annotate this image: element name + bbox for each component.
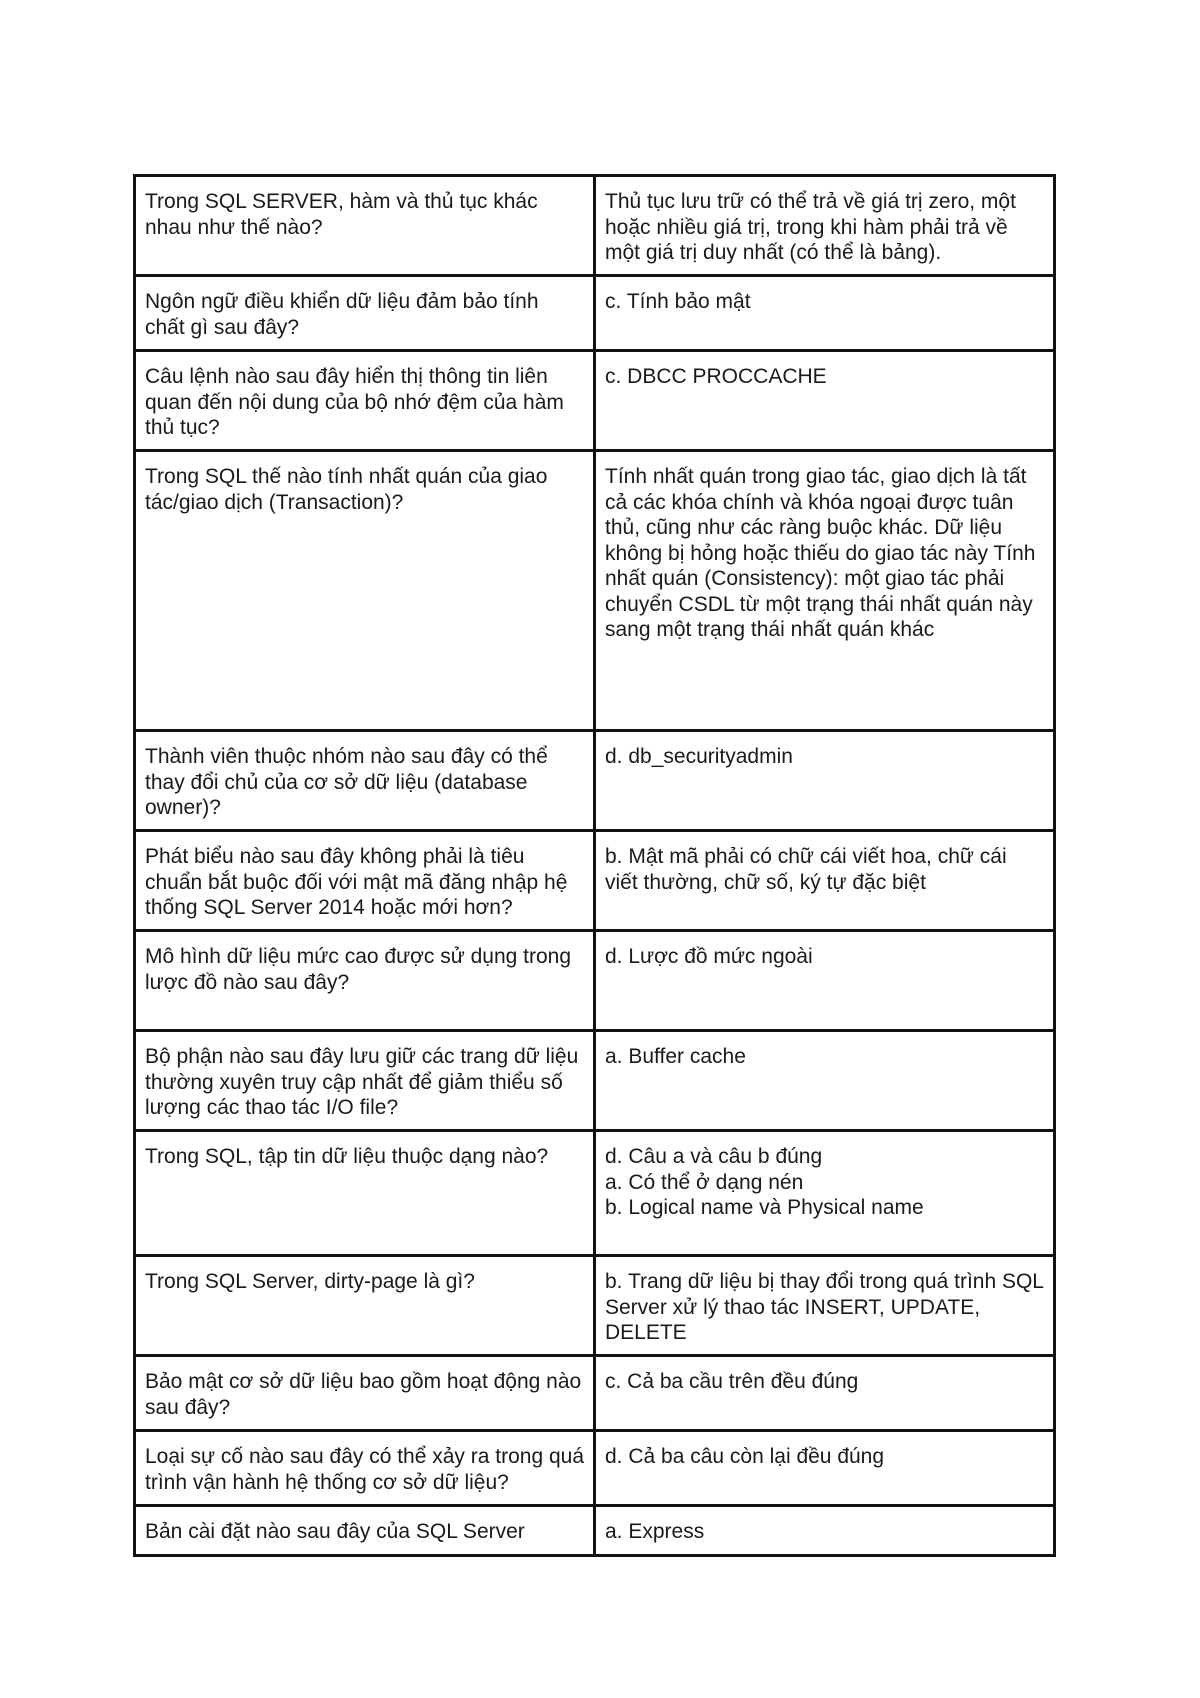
answer-cell: a. Buffer cache — [595, 1031, 1055, 1131]
question-cell: Mô hình dữ liệu mức cao được sử dụng trong lược đồ nào sau đây? — [135, 931, 595, 1031]
answer-cell: d. Cả ba câu còn lại đều đúng — [595, 1431, 1055, 1506]
answer-cell: a. Express — [595, 1506, 1055, 1556]
question-cell: Bộ phận nào sau đây lưu giữ các trang dữ liệu thường xuyên truy cập nhất để giảm thiểu số lượng các thao tác I/O file? — [135, 1031, 595, 1131]
answer-cell: b. Trang dữ liệu bị thay đổi trong quá trình SQL Server xử lý thao tác INSERT, UPDATE, DELETE — [595, 1256, 1055, 1356]
question-cell: Trong SQL Server, dirty-page là gì? — [135, 1256, 595, 1356]
question-cell: Trong SQL, tập tin dữ liệu thuộc dạng nào? — [135, 1131, 595, 1256]
answer-cell: d. Lược đồ mức ngoài — [595, 931, 1055, 1031]
answer-cell: d. db_securityadmin — [595, 731, 1055, 831]
question-cell: Phát biểu nào sau đây không phải là tiêu chuẩn bắt buộc đối với mật mã đăng nhập hệ thống SQL Server 2014 hoặc mới hơn? — [135, 831, 595, 931]
question-cell: Bản cài đặt nào sau đây của SQL Server — [135, 1506, 595, 1556]
table-row — [135, 1031, 1055, 1131]
table-row — [135, 831, 1055, 931]
question-cell: Bảo mật cơ sở dữ liệu bao gồm hoạt động nào sau đây? — [135, 1356, 595, 1431]
table-row — [135, 451, 1055, 731]
table-row — [135, 731, 1055, 831]
table-row — [135, 1431, 1055, 1506]
table-row — [135, 1256, 1055, 1356]
table-row — [135, 351, 1055, 451]
answer-cell: c. Cả ba cầu trên đều đúng — [595, 1356, 1055, 1431]
answer-cell: b. Mật mã phải có chữ cái viết hoa, chữ cái viết thường, chữ số, ký tự đặc biệt — [595, 831, 1055, 931]
answer-cell: c. DBCC PROCCACHE — [595, 351, 1055, 451]
question-cell: Câu lệnh nào sau đây hiển thị thông tin liên quan đến nội dung của bộ nhớ đệm của hàm thủ tục? — [135, 351, 595, 451]
qa-table — [133, 174, 1056, 1557]
question-cell: Thành viên thuộc nhóm nào sau đây có thể thay đổi chủ của cơ sở dữ liệu (database owner)? — [135, 731, 595, 831]
question-cell: Trong SQL SERVER, hàm và thủ tục khác nhau như thế nào? — [135, 176, 595, 276]
answer-cell: c. Tính bảo mật — [595, 276, 1055, 351]
table-row — [135, 931, 1055, 1031]
table-row — [135, 276, 1055, 351]
table-row — [135, 1356, 1055, 1431]
question-cell: Ngôn ngữ điều khiển dữ liệu đảm bảo tính chất gì sau đây? — [135, 276, 595, 351]
answer-cell: Tính nhất quán trong giao tác, giao dịch là tất cả các khóa chính và khóa ngoại được tuân thủ, cũng như các ràng buộc khác. Dữ liệu không bị hỏng hoặc thiếu do giao tác này Tính nhất quán (Consistency): một giao tác phải chuyển CSDL từ một trạng thái nhất quán này sang một trạng thái nhất quán khác — [595, 451, 1055, 731]
question-cell: Trong SQL thế nào tính nhất quán của giao tác/giao dịch (Transaction)? — [135, 451, 595, 731]
answer-cell: Thủ tục lưu trữ có thể trả về giá trị zero, một hoặc nhiều giá trị, trong khi hàm phải trả về một giá trị duy nhất (có thể là bảng). — [595, 176, 1055, 276]
question-cell: Loại sự cố nào sau đây có thể xảy ra trong quá trình vận hành hệ thống cơ sở dữ liệu? — [135, 1431, 595, 1506]
table-row — [135, 176, 1055, 276]
answer-cell: d. Câu a và câu b đúng a. Có thể ở dạng nén b. Logical name và Physical name — [595, 1131, 1055, 1256]
table-row — [135, 1131, 1055, 1256]
table-row — [135, 1506, 1055, 1556]
